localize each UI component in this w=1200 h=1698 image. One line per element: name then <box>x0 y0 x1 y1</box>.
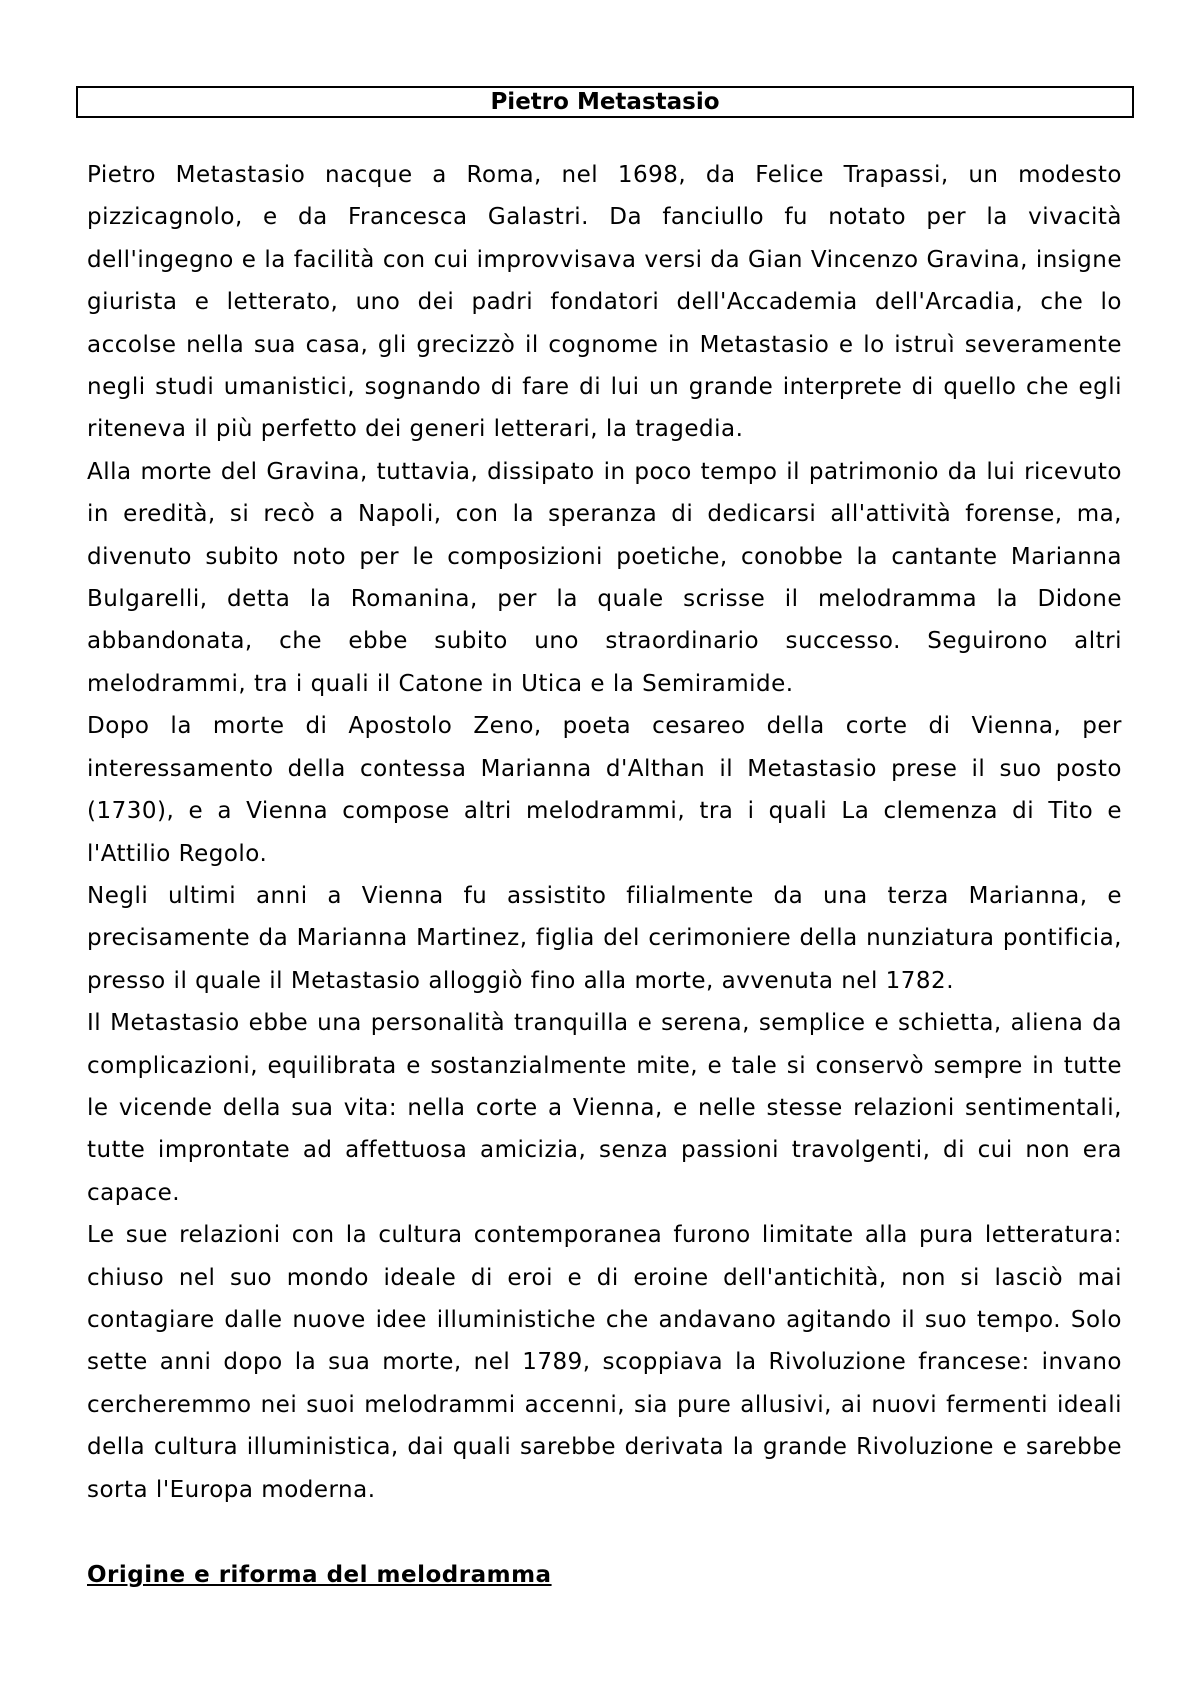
document-body <box>87 154 1122 1511</box>
document-title: Pietro Metastasio <box>76 86 1134 118</box>
paragraph-naples: Alla morte del Gravina, tuttavia, dissipato in poco tempo il patrimonio da lui ricevuto in eredità, si recò a Napoli, con la speranza di dedicarsi all'attività forense, ma, divenuto subito noto per le composizioni poetiche, conobbe la cantante Marianna Bulgarelli, detta la Romanina, per la quale scrisse il melodramma la Didone abbandonata, che ebbe subito uno straordinario successo. Seguirono altri melodrammi, tra i quali il Catone in Utica e la Semiramide. <box>87 458 1122 697</box>
section-heading: Origine e riforma del melodramma <box>87 1562 552 1588</box>
paragraph-birth: Pietro Metastasio nacque a Roma, nel 1698, da Felice Trapassi, un modesto pizzicagnolo, e da Francesca Galastri. Da fanciullo fu notato per la vivacità dell'ingegno e la facilità con cui improvvisava versi da Gian Vincenzo Gravina, insigne giurista e letterato, uno dei padri fondatori dell'Accademia dell'Arcadia, che lo accolse nella sua casa, gli grecizzò il cognome in Metastasio e lo istruì severamente negli studi umanistici, sognando di fare di lui un grande interprete di quello che egli riteneva il più perfetto dei generi letterari, la tragedia. <box>87 162 1122 443</box>
paragraph-last-years: Negli ultimi anni a Vienna fu assistito filialmente da una terza Marianna, e precisamente da Marianna Martinez, figlia del cerimoniere della nunziatura pontificia, presso il quale il Metastasio alloggiò fino alla morte, avvenuta nel 1782. <box>87 882 1122 994</box>
paragraph-personality: Il Metastasio ebbe una personalità tranquilla e serena, semplice e schietta, aliena da complicazioni, equilibrata e sostanzialmente mite, e tale si conservò sempre in tutte le vicende della sua vita: nella corte a Vienna, e nelle stesse relazioni sentimentali, tutte improntate ad affettuosa amicizia, senza passioni travolgenti, di cui non era capace. <box>87 1010 1122 1206</box>
paragraph-vienna: Dopo la morte di Apostolo Zeno, poeta cesareo della corte di Vienna, per interessamento della contessa Marianna d'Althan il Metastasio prese il suo posto (1730), e a Vienna compose altri melodrammi, tra i quali La clemenza di Tito e l'Attilio Regolo. <box>87 713 1122 867</box>
paragraph-culture: Le sue relazioni con la cultura contemporanea furono limitate alla pura letteratura: chiuso nel suo mondo ideale di eroi e di eroine dell'antichità, non si lasciò mai contagiare dalle nuove idee illuministiche che andavano agitando il suo tempo. Solo sette anni dopo la sua morte, nel 1789, scoppiava la Rivoluzione francese: invano cercheremmo nei suoi melodrammi accenni, sia pure allusivi, ai nuovi fermenti ideali della cultura illuministica, dai quali sarebbe derivata la grande Rivoluzione e sarebbe sorta l'Europa moderna. <box>87 1222 1122 1503</box>
